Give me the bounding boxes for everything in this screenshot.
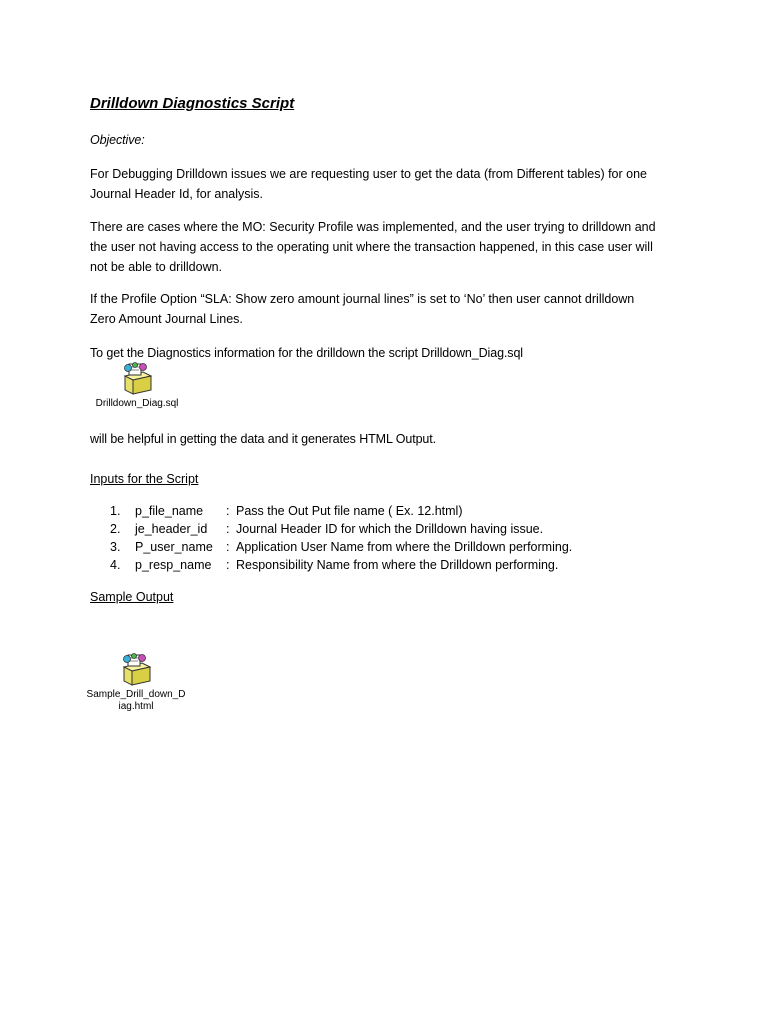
- list-item-number: 1.: [110, 504, 121, 518]
- paragraph-line: There are cases where the MO: Security Profile was implemented, and the user trying to drilldown and: [90, 220, 656, 234]
- list-item-name: je_header_id: [135, 522, 208, 536]
- list-item-description: Pass the Out Put file name ( Ex. 12.html): [236, 504, 463, 518]
- attachment-label: Drilldown_Diag.sql: [95, 398, 179, 409]
- list-item: [110, 520, 572, 538]
- list-item-separator: :: [226, 504, 230, 518]
- paragraph-diagnostics-intro: To get the Diagnostics information for the drilldown the script Drilldown_Diag.sql: [90, 346, 523, 360]
- list-item: [110, 538, 572, 556]
- inputs-list: [110, 502, 572, 574]
- list-item-number: 3.: [110, 540, 121, 554]
- list-item-description: Responsibility Name from where the Drilldown performing.: [236, 558, 559, 572]
- objective-label: Objective:: [90, 133, 145, 147]
- list-item: [110, 556, 572, 574]
- document-title: Drilldown Diagnostics Script: [90, 95, 295, 112]
- list-item-description: Application User Name from where the Drilldown performing.: [236, 540, 573, 554]
- paragraph-security-profile: [90, 217, 680, 277]
- list-item-separator: :: [226, 540, 230, 554]
- list-item: [110, 502, 572, 520]
- package-file-icon: [118, 653, 154, 687]
- paragraph-debugging: [90, 164, 680, 204]
- attachment-drilldown-diag-sql[interactable]: [87, 362, 187, 410]
- list-item-name: P_user_name: [135, 540, 213, 554]
- sample-output-heading: Sample Output: [90, 590, 174, 604]
- paragraph-line: If the Profile Option “SLA: Show zero amount journal lines” is set to ‘No’ then user cannot drilldown: [90, 292, 635, 306]
- paragraph-line: not be able to drilldown.: [90, 260, 223, 274]
- attachment-label: Sample_Drill_down_Diag.html: [86, 689, 186, 712]
- list-item-name: p_file_name: [135, 504, 204, 518]
- paragraph-line: Zero Amount Journal Lines.: [90, 312, 243, 326]
- list-item-separator: :: [226, 522, 230, 536]
- paragraph-helpful: will be helpful in getting the data and it generates HTML Output.: [90, 432, 437, 446]
- list-item-separator: :: [226, 558, 230, 572]
- paragraph-line: For Debugging Drilldown issues we are requesting user to get the data (from Different tables) for one: [90, 167, 648, 181]
- paragraph-line: the user not having access to the operating unit where the transaction happened, in this case user will: [90, 240, 653, 254]
- attachment-sample-output-html[interactable]: [86, 653, 186, 713]
- inputs-heading: Inputs for the Script: [90, 472, 199, 486]
- list-item-name: p_resp_name: [135, 558, 212, 572]
- package-file-icon: [119, 362, 155, 396]
- list-item-description: Journal Header ID for which the Drilldown having issue.: [236, 522, 544, 536]
- paragraph-line: Journal Header Id, for analysis.: [90, 187, 264, 201]
- paragraph-profile-option: [90, 289, 680, 329]
- list-item-number: 4.: [110, 558, 121, 572]
- list-item-number: 2.: [110, 522, 121, 536]
